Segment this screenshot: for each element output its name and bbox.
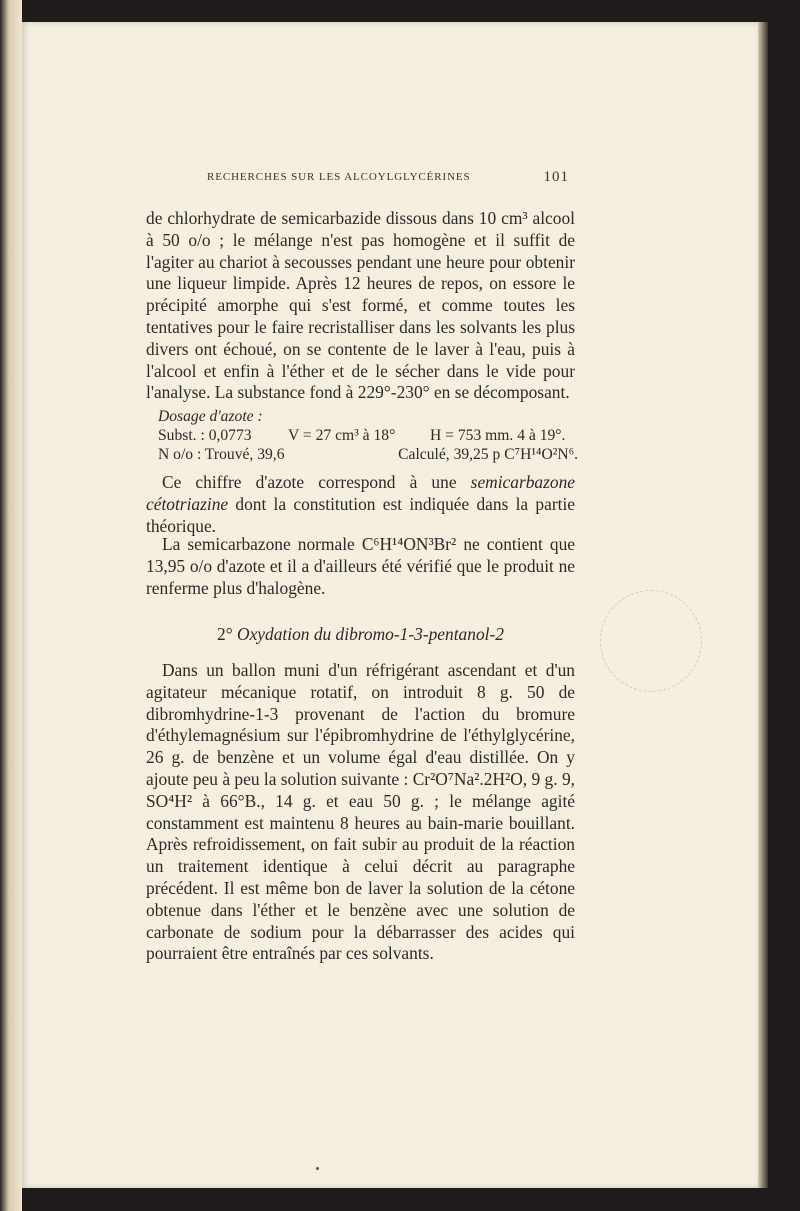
- paragraph-continued: de chlorhydrate de semicarbazide dissous dans 10 cm³ alcool à 50 o/o ; le mélange n'est pas homogène et il suffit de l'agiter au chariot à secousses pendant une heure pour obtenir une liqueur limpide. Après 12 heures de repos, on essore le précipité amorphe qui s'est formé, et comme toutes les tentatives pour le faire recristalliser dans les solvants les plus divers ont échoué, on se contente de le laver à l'eau, puis à l'alcool et enfin à l'éther et de le sécher dans le vide pour l'analyse. La substance fond à 229°-230° en se décomposant.: [146, 208, 575, 403]
- page-edge: [758, 22, 768, 1188]
- paragraph-lead: Ce chiffre d'azote correspond à une: [162, 472, 471, 492]
- page-number: 101: [543, 169, 569, 185]
- assay-pressure: H = 753 mm. 4 à 19°.: [430, 427, 566, 444]
- assay-volume: V = 27 cm³ à 18°: [288, 427, 396, 444]
- book-gutter: [0, 0, 22, 1211]
- paragraph-semicarbazone: [146, 472, 575, 537]
- emphasis-term: semicarbazone cétotriazine: [146, 472, 575, 514]
- nitrogen-assay: [158, 407, 578, 464]
- paragraph-tail: dont la constitution est indiquée dans la partie théorique.: [146, 493, 575, 536]
- paragraph-oxidation: Dans un ballon muni d'un réfrigérant ascendant et d'un agitateur mécanique rotatif, on introduit 8 g. 50 de dibromhydrine-1-3 provenant de l'action du bromure d'éthylemagnésium sur l'épibromhydrine de l'éthylglycérine, 26 g. de benzène et un volume égal d'eau distillée. On y ajoute peu à peu la solution suivante : Cr²O⁷Na².2H²O, 9 g. 9, SO⁴H² à 66°B., 14 g. et eau 50 g. ; le mélange agité constamment est maintenu 8 heures au bain-marie bouillant. Après refroidissement, on fait subir au produit de la réaction un traitement identique à celui décrit au paragraphe précédent. Il est même bon de laver la solution de la cétone obtenue dans l'éther et le benzène avec une solution de carbonate de sodium pour la débarrasser des acides qui pourraient être entraînés par ces solvants.: [146, 660, 575, 964]
- page-mark: [316, 1167, 319, 1170]
- running-title: RECHERCHES SUR LES ALCOYLGLYCÉRINES: [207, 171, 471, 183]
- assay-found: N o/o : Trouvé, 39,6: [158, 446, 285, 463]
- section-number: 2°: [217, 624, 233, 644]
- paragraph-normal-semicarbazone: La semicarbazone normale C⁶H¹⁴ON³Br² ne contient que 13,95 o/o d'azote et il a d'ailleurs été vérifié que le produit ne renferme plus d'halogène.: [146, 534, 575, 598]
- paper-stain: [600, 590, 702, 692]
- section-title: Oxydation du dibromo-1-3-pentanol-2: [237, 624, 504, 644]
- assay-calculated: Calculé, 39,25 p C⁷H¹⁴O²N⁶.: [398, 446, 578, 463]
- assay-title: Dosage d'azote :: [158, 408, 263, 425]
- section-heading: [146, 624, 575, 645]
- assay-substance: Subst. : 0,0773: [158, 427, 252, 444]
